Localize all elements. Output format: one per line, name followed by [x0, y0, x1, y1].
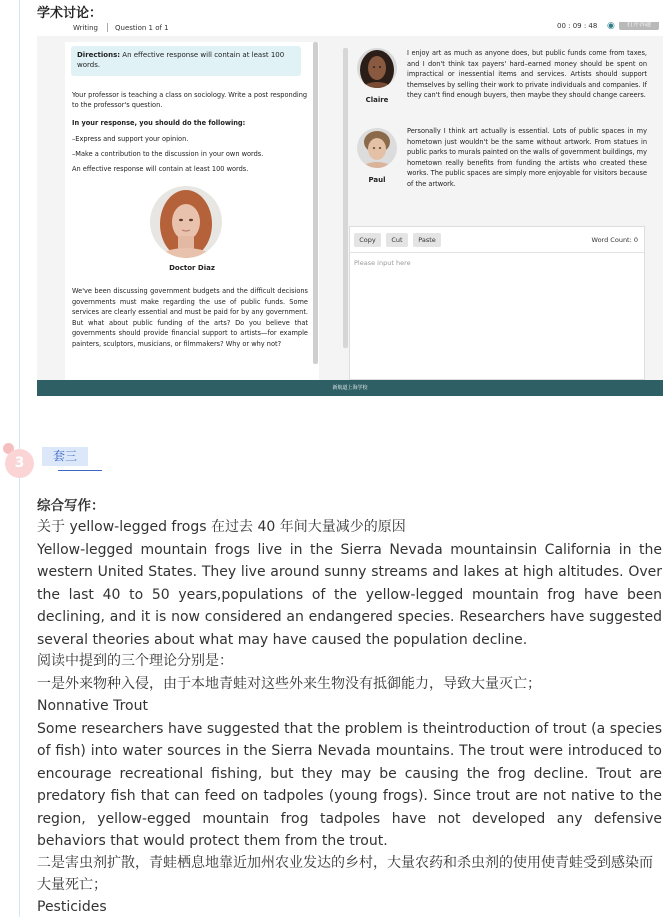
paragraph: 阅读中提到的三个理论分别是： — [37, 653, 233, 669]
prompt-scrollbar[interactable] — [313, 42, 318, 364]
post-text: Personally I think art actually is essential. Lots of public spaces in my hometown just wouldn't be the same without artwork. From statues in public parks to murals painted on the walls of government buildings, my hometown really benefits from funding the artists who created these works. The public spaces are simply more enjoyable for visitors because of the artwork. — [407, 127, 647, 188]
paragraph: 关于 yellow-legged frogs 在过去 40 年间大量减少的原因 — [37, 519, 406, 535]
professor-question: We've been discussing government budgets and the difficult decisions governments must make regarding the use of public funds. Some services are clearly essential and must be paid for by any government. But what about public funding of the arts? Do you believe that governments should provide financial support to artists—for example painters, sculptors, musicians, or filmmakers? Why or why not? — [72, 287, 308, 348]
paragraph: 二是害虫剂扩散，青蛙栖息地靠近加州农业发达的乡村，大量农药和杀虫剂的使用使青蛙受到感染而大量死亡； — [37, 855, 653, 894]
professor-avatar — [150, 186, 222, 258]
mode-label: Writing — [73, 24, 98, 32]
footer-bar: 新航道上海学校 — [37, 380, 663, 396]
paragraph: 一是外来物种入侵，由于本地青蛙对这些外来生物没有抵御能力，导致大量灭亡； — [37, 676, 541, 692]
directions-box — [71, 46, 301, 76]
instruction-heading: In your response, you should do the following: — [72, 119, 246, 127]
prompt-intro: Your professor is teaching a class on sociology. Write a post responding to the professor's question. — [72, 91, 308, 109]
instruction-item: –Express and support your opinion. — [72, 135, 189, 143]
paragraph: Pesticides — [37, 899, 107, 915]
set-tag: 套三 — [42, 447, 88, 466]
response-input[interactable]: Please input here — [354, 259, 411, 267]
paragraph: Yellow-legged mountain frogs live in the Sierra Nevada mountainsin California in the western United States. They live around sunny streams and lakes at high altitudes. Over the last 40 to 50 years,populations of the yellow-legged mountain frog have been declining, and it is now considered an endangered species. Researchers have suggested several theories about what may have caused the population decline. — [37, 542, 662, 648]
editor-toolbar — [350, 227, 644, 253]
section-heading: 学术讨论： — [37, 6, 103, 21]
instruction-item: –Make a contribution to the discussion in your own words. — [72, 150, 264, 158]
paragraph: Some researchers have suggested that the problem is theintroduction of trout (a species of fish) into water sources in the Sierra Nevada mountains. The trout were introduced to encourage recreational fishing, but they may be causing the frog decline. Trout are predatory fish that can feed on tadpoles (young frogs). Since trout are not native to the region, yellow-egged mountain frog tadpoles have not developed any defensive behaviors that would protect them from the trout. — [37, 721, 662, 850]
copy-button[interactable]: Copy — [354, 233, 381, 247]
question-counter: Question 1 of 1 — [115, 24, 169, 32]
prompt-panel — [65, 42, 319, 392]
word-count: Word Count: 0 — [591, 236, 638, 244]
directions-text: An effective response will contain at least 100 words. — [77, 51, 285, 69]
exam-topbar — [37, 22, 663, 36]
paste-button[interactable]: Paste — [413, 233, 441, 247]
cut-button[interactable]: Cut — [386, 233, 408, 247]
directions-label: Directions: — [77, 51, 121, 59]
discussion-scrollbar[interactable] — [343, 48, 348, 348]
professor-name: Doctor Diaz — [169, 264, 215, 272]
post-author: Claire — [365, 96, 389, 104]
hide-timer-button[interactable]: 打开答题 — [619, 22, 659, 30]
tag-underline — [58, 470, 102, 471]
timer: 00 : 09 : 48 — [557, 22, 598, 30]
topbar-divider — [107, 23, 108, 32]
paul-avatar — [357, 128, 397, 168]
instruction-item: An effective response will contain at least 100 words. — [72, 165, 249, 173]
post-text: I enjoy art as much as anyone does, but public funds come from taxes, and I don't think tax payers' hard–earned money should be spent on impractical or inessential items and services. Artists should support themselves by selling their work to private individuals and companies. If they can't find enough buyers, then maybe they should change careers. — [407, 49, 647, 100]
claire-avatar — [357, 48, 397, 88]
integrated-writing-heading: 综合写作： — [37, 498, 105, 514]
toefl-screenshot — [37, 22, 663, 396]
response-editor — [349, 226, 645, 380]
paragraph: Nonnative Trout — [37, 698, 148, 714]
eye-icon[interactable]: ◉ — [607, 22, 615, 31]
section-number-badge: 3 — [5, 449, 34, 478]
post-author: Paul — [368, 176, 386, 184]
